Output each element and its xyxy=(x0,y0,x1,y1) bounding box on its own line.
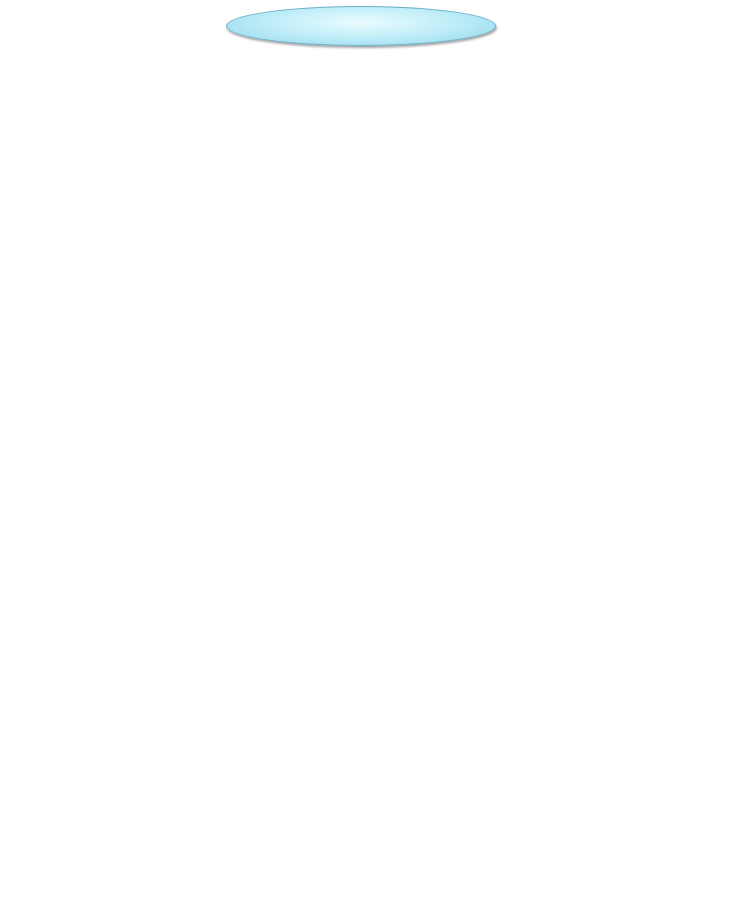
title-banner xyxy=(226,6,496,46)
